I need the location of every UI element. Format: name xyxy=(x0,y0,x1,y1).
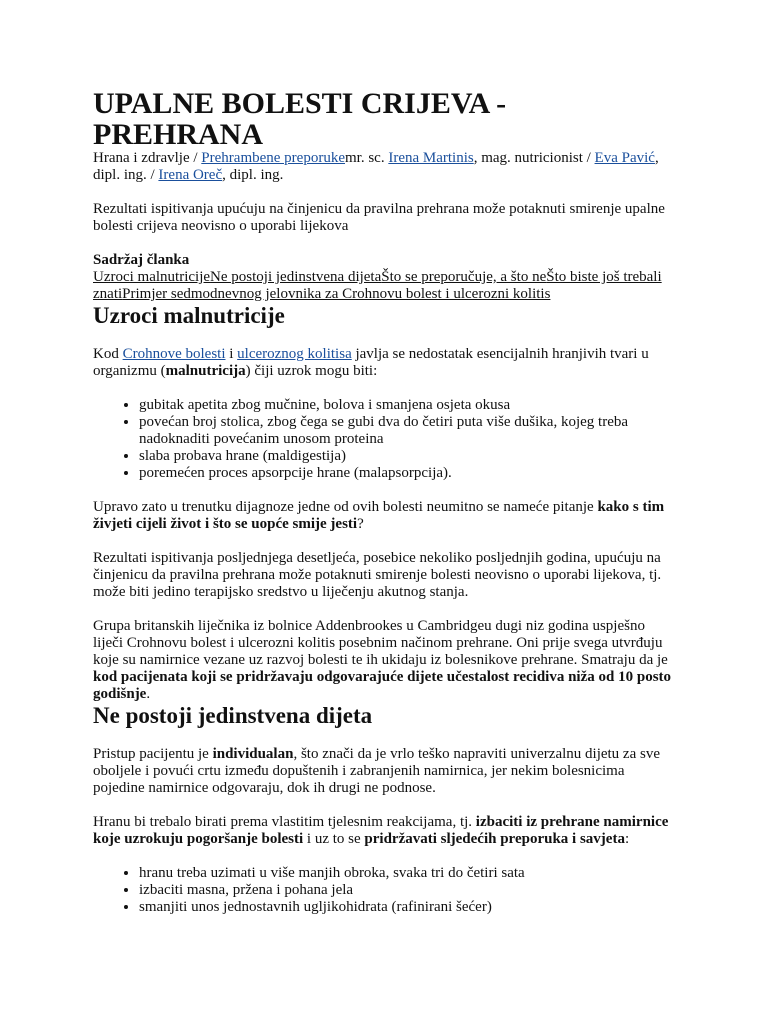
list-item: • poremećen proces apsorpcije hrane (malapsorpcija). xyxy=(139,465,678,482)
paragraph: Rezultati ispitivanja posljednjega desetljeća, posebice nekoliko posljednjih godina, upućuju na činjenicu da pravilna prehrana može potaknuti smirenje bolesti neovisno o uporabi lijekova, tj. može biti jedino terapijsko sredstvo u liječenju akutnog stanja. xyxy=(93,550,662,600)
toc-link-jelovnik[interactable]: Primjer sedmodnevnog jelovnika za Crohnovu bolest i ulcerozni kolitis xyxy=(122,286,551,302)
toc-link-malnutricija[interactable]: Uzroci malnutricije xyxy=(93,269,211,285)
toc-link-preporuke[interactable]: Što se preporučuje, a što ne xyxy=(381,269,547,285)
list-item: • slaba probava hrane (maldigestija) xyxy=(139,448,678,465)
paragraph: Pristup pacijentu je individualan, što znači da je vrlo teško napraviti univerzalnu dijetu za sve oboljele i povući crtu između dopuštenih i zabranjenih namirnica, jer nekim bolesnicima pojedine namirnice odgovaraju, dok ih drugi ne podnose. xyxy=(93,746,660,796)
list-item: • povećan broj stolica, zbog čega se gubi dva do četiri puta više dušika, kojeg treba nadoknaditi povećanim unosom proteina xyxy=(139,414,678,448)
article-intro: Rezultati ispitivanja upućuju na činjenicu da pravilna prehrana može potaknuti smirenje upalne bolesti crijeva neovisno o uporabi lijekova xyxy=(93,201,665,234)
toc-heading: Sadržaj članka xyxy=(93,252,190,268)
list-item: • izbaciti masna, pržena i pohana jela xyxy=(139,882,678,899)
list-item: • gubitak apetita zbog mučnine, bolova i smanjena osjeta okusa xyxy=(139,397,678,414)
author-link-martinis[interactable]: Irena Martinis xyxy=(388,150,474,166)
list-item: • hranu treba uzimati u više manjih obroka, svaka tri do četiri sata xyxy=(139,865,678,882)
bullet-list-tips xyxy=(93,865,678,916)
toc-link-dijeta[interactable]: Ne postoji jedinstvena dijeta xyxy=(210,269,382,285)
article-meta: Hrana i zdravlje / Prehrambene preporukemr. sc. Irena Martinis, mag. nutricionist / Eva Pavić, dipl. ing. / Irena Oreč, dipl. ing. xyxy=(93,150,659,183)
link-ulceroznog-kolitisa[interactable]: ulceroznog kolitisa xyxy=(237,346,352,362)
section-heading-malnutricija: Uzroci malnutricije xyxy=(93,303,285,328)
subcategory-link[interactable]: Prehrambene preporuke xyxy=(201,150,345,166)
link-crohnove-bolesti[interactable]: Crohnove bolesti xyxy=(122,346,226,362)
paragraph: Upravo zato u trenutku dijagnoze jedne od ovih bolesti neumitno se nameće pitanje kako s tim živjeti cijeli život i što se uopće smije jesti? xyxy=(93,499,665,532)
table-of-contents xyxy=(93,269,678,303)
article-title: UPALNE BOLESTI CRIJEVA - PREHRANA xyxy=(93,87,507,151)
list-item: • smanjiti unos jednostavnih ugljikohidrata (rafinirani šećer) xyxy=(139,899,678,916)
section-heading-dijeta: Ne postoji jedinstvena dijeta xyxy=(93,703,373,728)
article-content xyxy=(93,88,678,916)
category-label: Hrana i zdravlje xyxy=(93,150,190,166)
paragraph: Grupa britanskih liječnika iz bolnice Addenbrookes u Cambridgeu dugi niz godina uspješno liječi Crohnovu bolest i ulcerozni kolitis posebnim načinom prehrane. Oni prije svega utvrđuju koje su namirnice vezane uz razvoj bolesti te ih ukidaju iz bolesnikove prehrane. Smatraju da je kod pacijenata koji se pridržavaju odgovarajuće dijete učestalost recidiva niža od 10 posto godišnje. xyxy=(93,618,672,702)
paragraph: Hranu bi trebalo birati prema vlastitim tjelesnim reakcijama, tj. izbaciti iz prehrane namirnice koje uzrokuju pogoršanje bolesti i uz to se pridržavati sljedećih preporuka i savjeta: xyxy=(93,814,669,847)
author-link-pavic[interactable]: Eva Pavić xyxy=(594,150,655,166)
bullet-list-causes xyxy=(93,397,678,482)
paragraph: Kod Crohnove bolesti i ulceroznog kolitisa javlja se nedostatak esencijalnih hranjivih tvari u organizmu (malnutricija) čiji uzrok mogu biti: xyxy=(93,346,649,379)
toc-link-znati[interactable]: Što biste još trebali znati xyxy=(93,269,662,302)
author-link-orec[interactable]: Irena Oreč xyxy=(158,167,223,183)
